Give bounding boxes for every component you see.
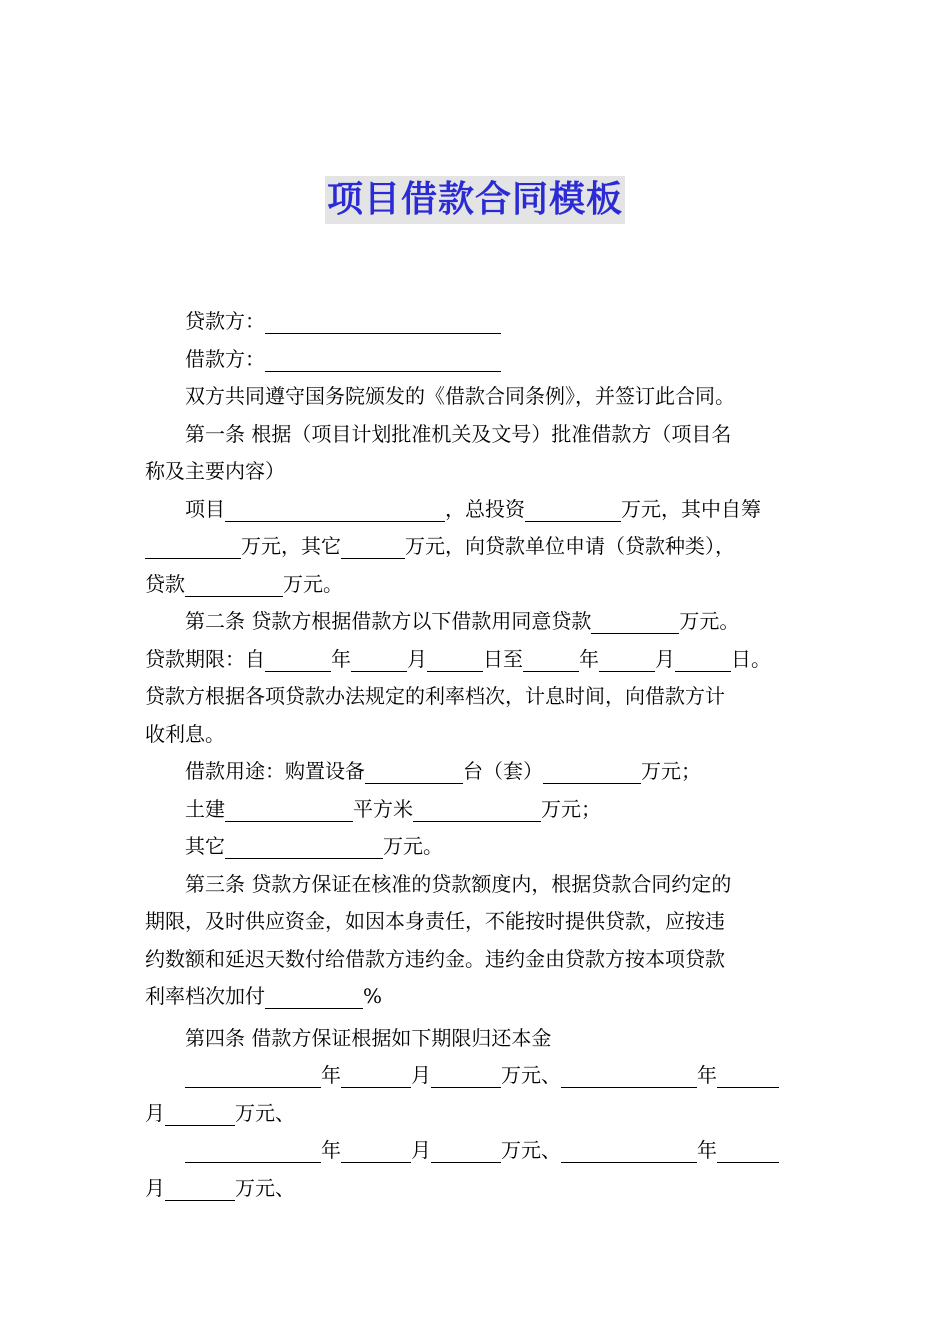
document-title: 项目借款合同模板 — [325, 176, 625, 224]
article3-line2: 期限，及时供应资金，如因本身责任，不能按时提供贷款，应按违 — [145, 909, 725, 933]
usage-other-line — [145, 828, 809, 866]
amount-unit: 万元、 — [235, 1175, 295, 1200]
repay-line2a — [145, 1132, 809, 1170]
interest-line2: 收利息。 — [145, 721, 225, 746]
lender-blank[interactable] — [265, 309, 501, 334]
loan-blank[interactable] — [185, 572, 283, 597]
year-label: 年 — [321, 1138, 341, 1162]
article4-heading: 第四条 借款方保证根据如下期限归还本金 — [185, 1025, 552, 1050]
article1-loan-line — [145, 566, 809, 604]
repay3-month-blank[interactable] — [341, 1138, 411, 1163]
repay1-amount-blank[interactable] — [431, 1063, 501, 1088]
title-wrap — [0, 176, 950, 224]
borrower-label: 借款方： — [185, 346, 265, 371]
article1-amount-line — [145, 528, 809, 566]
other-label: 万元，其它 — [241, 534, 341, 558]
start-year-blank[interactable] — [265, 647, 331, 672]
lender-label: 贷款方： — [185, 309, 265, 333]
repay2-year-blank[interactable] — [561, 1063, 697, 1088]
borrower-line — [145, 341, 809, 379]
penalty-label: 利率档次加付 — [145, 984, 265, 1008]
period-label: 贷款期限：自 — [145, 646, 265, 671]
loan-label: 贷款 — [145, 571, 185, 596]
year-label: 年 — [321, 1063, 341, 1087]
year-label: 年 — [697, 1063, 717, 1087]
repay3-year-blank[interactable] — [185, 1138, 321, 1163]
month-label: 月 — [411, 1063, 431, 1087]
repay1-year-blank[interactable] — [185, 1063, 321, 1088]
construction-amount-blank[interactable] — [413, 797, 541, 822]
repay2-month-blank-a[interactable] — [717, 1063, 779, 1088]
repay-line1a — [145, 1057, 809, 1095]
start-day-blank[interactable] — [427, 647, 483, 672]
article3-line3: 约数额和延迟天数付给借款方违约金。违约金由贷款方按本项贷款 — [145, 946, 725, 971]
repay-line2b — [145, 1170, 809, 1208]
usage-other-blank[interactable] — [225, 834, 383, 859]
interest-line1: 贷款方根据各项贷款办法规定的利率档次，计息时间，向借款方计 — [145, 684, 725, 708]
repay4-year-blank[interactable] — [561, 1138, 697, 1163]
self-raise-blank[interactable] — [145, 534, 241, 559]
equipment-unit: 万元； — [641, 759, 701, 783]
article1-line1: 第一条 根据（项目计划批准机关及文号）批准借款方（项目名 — [185, 421, 732, 446]
article3-line4 — [145, 978, 809, 1016]
construction-unit: 万元； — [541, 796, 601, 821]
agreed-loan-unit: 万元。 — [679, 609, 740, 633]
total-invest-blank[interactable] — [525, 497, 621, 522]
amount-unit: 万元、 — [235, 1100, 295, 1125]
equipment-amount-blank[interactable] — [543, 759, 641, 784]
day-end-label: 日。 — [731, 646, 771, 671]
end-year-blank[interactable] — [523, 647, 579, 672]
year-label: 年 — [697, 1138, 717, 1162]
article2-line1 — [145, 603, 809, 641]
lender-line — [145, 303, 809, 341]
unit-set-label: 台（套） — [463, 759, 543, 783]
project-label: 项目 — [185, 496, 225, 521]
apply-text: 万元，向贷款单位申请（贷款种类）， — [405, 534, 735, 558]
amount-unit: 万元、 — [501, 1063, 561, 1087]
self-raise-label: 万元，其中自筹 — [621, 496, 761, 521]
total-invest-label: ，总投资 — [445, 496, 525, 521]
equipment-qty-blank[interactable] — [365, 759, 463, 784]
repay3-amount-blank[interactable] — [431, 1138, 501, 1163]
usage-other-label: 其它 — [185, 834, 225, 858]
sqm-label: 平方米 — [353, 796, 413, 821]
start-month-blank[interactable] — [351, 647, 407, 672]
end-month-blank[interactable] — [599, 647, 655, 672]
usage-construction-line — [145, 791, 809, 829]
usage-equipment-line — [145, 753, 809, 791]
year-label: 年 — [331, 646, 351, 671]
usage-other-unit: 万元。 — [383, 834, 443, 858]
repay1-month-blank[interactable] — [341, 1063, 411, 1088]
month-label: 月 — [145, 1175, 165, 1200]
article1-project-line — [145, 491, 809, 529]
percent-sign: % — [363, 984, 383, 1008]
construction-label: 土建 — [185, 796, 225, 821]
repay4-amount-blank[interactable] — [165, 1176, 235, 1201]
article2-text: 第二条 贷款方根据借款方以下借款用同意贷款 — [185, 609, 592, 633]
article1-line2: 称及主要内容） — [145, 459, 285, 483]
day-to-label: 日至 — [483, 646, 523, 671]
repay-line1b — [145, 1095, 809, 1133]
end-day-blank[interactable] — [675, 647, 731, 672]
contract-body — [145, 303, 809, 1207]
loan-unit: 万元。 — [283, 571, 343, 596]
project-blank[interactable] — [225, 497, 445, 522]
repay2-amount-blank[interactable] — [165, 1101, 235, 1126]
penalty-rate-blank[interactable] — [265, 984, 363, 1009]
agreed-loan-blank[interactable] — [591, 609, 679, 634]
article3-line1: 第三条 贷款方保证在核准的贷款额度内，根据贷款合同约定的 — [185, 871, 732, 896]
year-label: 年 — [579, 646, 599, 671]
usage-label: 借款用途：购置设备 — [185, 759, 365, 783]
repay4-month-blank-a[interactable] — [717, 1138, 779, 1163]
preamble: 双方共同遵守国务院颁发的《借款合同条例》，并签订此合同。 — [185, 384, 735, 408]
amount-unit: 万元、 — [501, 1138, 561, 1162]
loan-period-line — [145, 641, 809, 679]
month-label: 月 — [407, 646, 427, 671]
construction-area-blank[interactable] — [225, 797, 353, 822]
month-label: 月 — [655, 646, 675, 671]
other-blank[interactable] — [341, 534, 405, 559]
month-label: 月 — [411, 1138, 431, 1162]
borrower-blank[interactable] — [265, 347, 501, 372]
month-label: 月 — [145, 1100, 165, 1125]
